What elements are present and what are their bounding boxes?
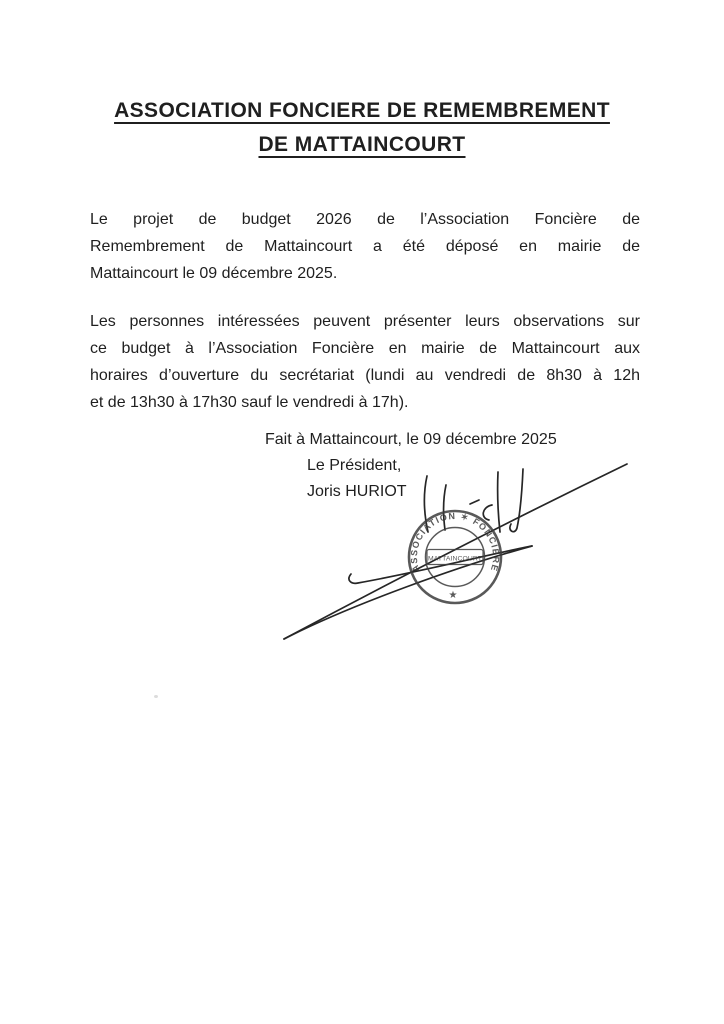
title-line-2: DE MATTAINCOURT [258, 133, 466, 156]
title-row-1 [0, 94, 724, 128]
signature-letter-stroke-3 [498, 472, 500, 532]
title-line-1: ASSOCIATION FONCIERE DE REMEMBREMENT [114, 99, 610, 122]
stamp-bottom-star: ★ [448, 590, 458, 601]
stamp-and-signature [270, 452, 670, 672]
round-stamp [409, 511, 501, 603]
signature-letter-stroke-4 [510, 469, 523, 532]
signature-dash-stroke [470, 500, 479, 504]
signatory-role: Le Président, [307, 457, 402, 474]
closing-place-date: Fait à Mattaincourt, le 09 décembre 2025 [265, 431, 557, 448]
paragraph2-line3: horaires d’ouverture du secrétariat (lundi au vendredi de 8h30 à 12h [90, 367, 640, 384]
signatory-name: Joris HURIOT [307, 483, 407, 500]
paragraph-observations [90, 308, 640, 416]
paragraph1-line1: Le projet de budget 2026 de l’Association Foncière de [90, 211, 640, 228]
scan-artifact-speck [154, 695, 158, 698]
paragraph2-line1: Les personnes intéressées peuvent présenter leurs observations sur [90, 313, 640, 330]
title-row-2 [0, 128, 724, 162]
signature-long-flourish [284, 464, 627, 639]
stamp-center-text: MATTAINCOURT [427, 555, 483, 563]
paragraph1-line2: Remembrement de Mattaincourt a été déposé en mairie de [90, 238, 640, 255]
paragraph1-line3: Mattaincourt le 09 décembre 2025. [90, 265, 338, 282]
signature-c-stroke [483, 505, 492, 520]
paragraph2-line2: ce budget à l’Association Foncière en mairie de Mattaincourt aux [90, 340, 640, 357]
document-title [0, 94, 724, 162]
paragraph2-line4: et de 13h30 à 17h30 sauf le vendredi à 17h). [90, 394, 409, 411]
stamp-ring-text: ASSOCIATION ✶ FONCIÈRE [408, 510, 502, 574]
paragraph-budget-deposit [90, 206, 640, 287]
signature-letter-stroke-2 [444, 485, 446, 530]
signature-ink-strokes [284, 464, 627, 639]
